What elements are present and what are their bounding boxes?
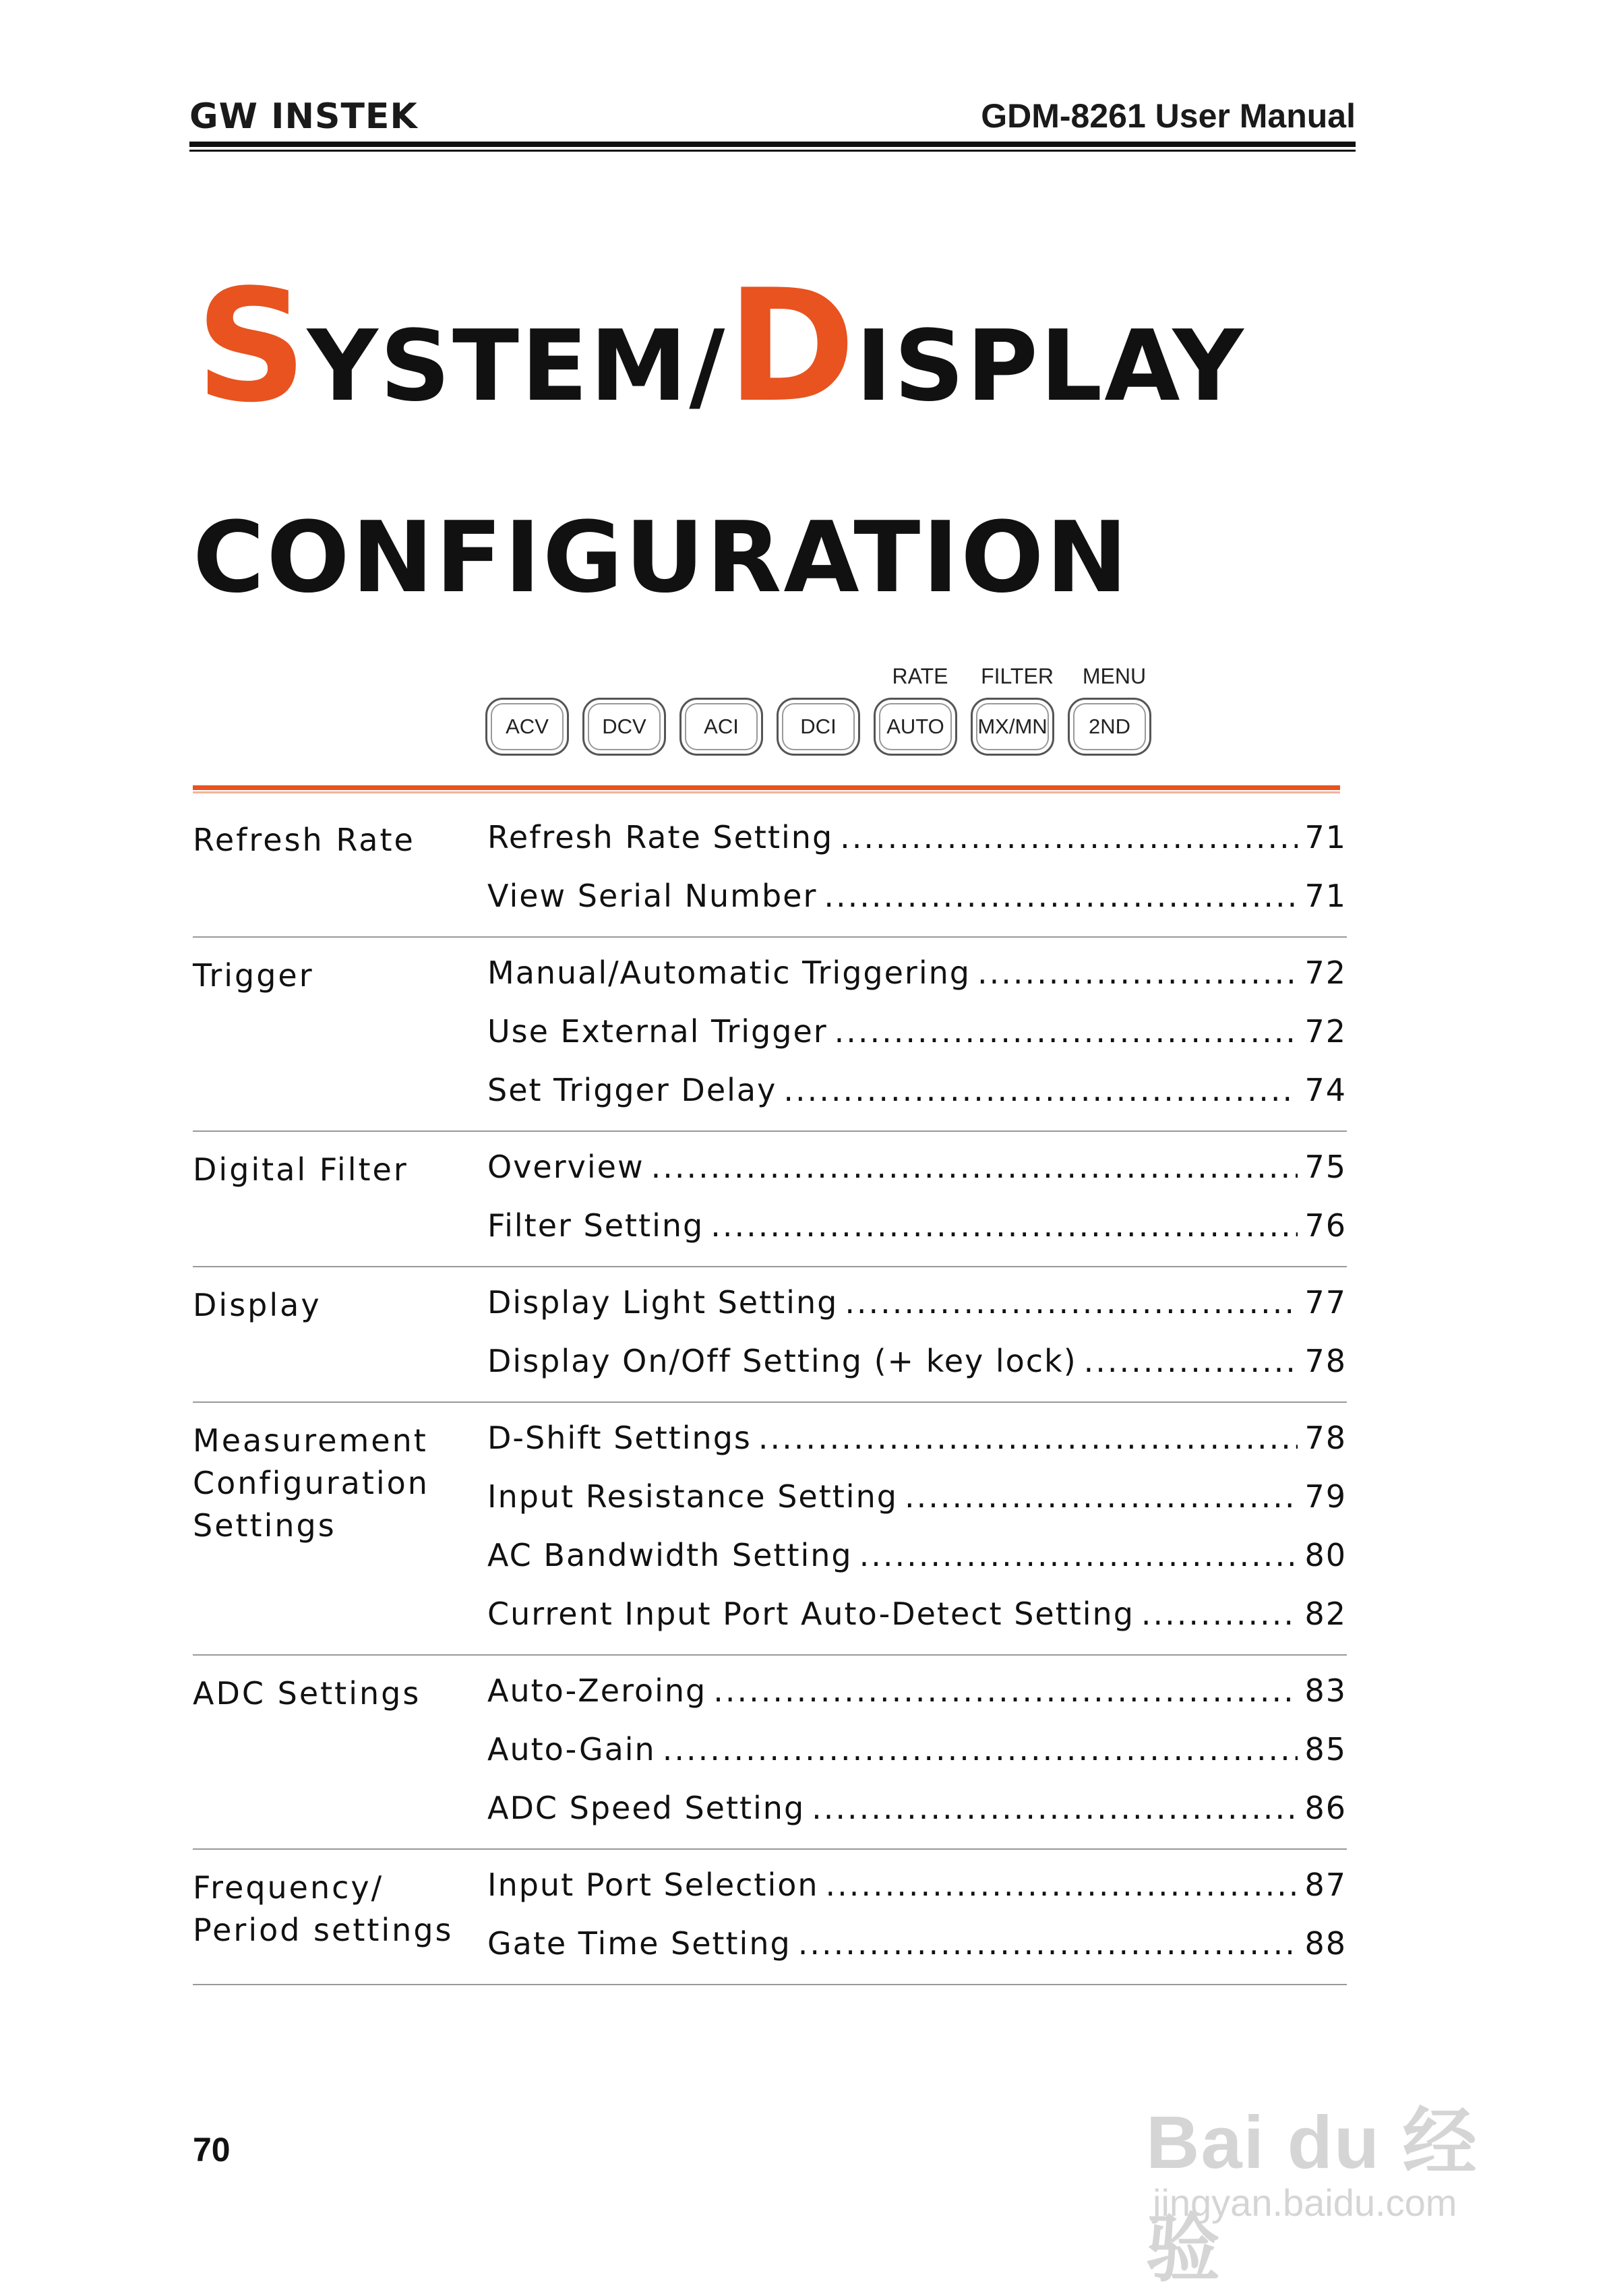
- toc-entry-title: Input Port Selection: [487, 1867, 819, 1903]
- toc-section: [193, 819, 1347, 938]
- section-divider-shadow: [193, 791, 1340, 793]
- toc-entry-title: Filter Setting: [487, 1207, 704, 1244]
- toc-section-name: Refresh Rate: [193, 822, 415, 858]
- toc-section-name: Frequency/ Period settings: [193, 1869, 454, 1948]
- toc-entry[interactable]: [487, 1790, 1347, 1848]
- toc-entry[interactable]: [487, 1867, 1347, 1925]
- toc-entry-page: 87: [1304, 1867, 1347, 1903]
- toc-entry-title: Manual/Automatic Triggering: [487, 955, 971, 991]
- toc-entry-page: 71: [1304, 878, 1347, 914]
- toc-entry[interactable]: [487, 1731, 1347, 1790]
- key-2nd: 2ND: [1068, 698, 1151, 756]
- toc-section: [193, 1867, 1347, 1985]
- watermark-url: jingyan.baidu.com: [1153, 2181, 1457, 2224]
- toc-section: [193, 1420, 1347, 1656]
- key-mx-mn: MX/MN: [971, 698, 1054, 756]
- manual-title: GDM-8261 User Manual: [981, 97, 1356, 135]
- key-dcv: DCV: [582, 698, 666, 756]
- toc-section-name: Measurement Configuration Settings: [193, 1422, 429, 1544]
- toc-section: [193, 1149, 1347, 1267]
- toc-entry-page: 78: [1304, 1343, 1347, 1379]
- toc-section: [193, 955, 1347, 1132]
- toc-entry-title: View Serial Number: [487, 878, 818, 914]
- toc-entry-title: D-Shift Settings: [487, 1420, 752, 1456]
- toc-entry[interactable]: [487, 1149, 1347, 1207]
- watermark-logo-text: Bai du 经验: [1146, 2101, 1478, 2291]
- toc-section-name: ADC Settings: [193, 1675, 421, 1712]
- toc-entry-title: Refresh Rate Setting: [487, 819, 834, 855]
- title-display: ISPLAY: [855, 309, 1246, 423]
- toc-entry[interactable]: [487, 1478, 1347, 1537]
- key-label-menu: MENU: [1082, 664, 1147, 688]
- toc-entry-page: 82: [1304, 1596, 1347, 1632]
- toc-entry-title: Auto-Gain: [487, 1731, 656, 1768]
- toc-entry[interactable]: [487, 1343, 1347, 1401]
- section-divider: [193, 785, 1340, 790]
- toc-entry-title: Input Resistance Setting: [487, 1478, 898, 1515]
- toc-entry-title: Current Input Port Auto-Detect Setting: [487, 1596, 1134, 1632]
- key-acv: ACV: [485, 698, 569, 756]
- title-initial-d: D: [727, 257, 856, 437]
- toc-entry[interactable]: [487, 1207, 1347, 1266]
- toc-entry-page: 80: [1304, 1537, 1347, 1573]
- toc-entry[interactable]: [487, 819, 1347, 878]
- toc-section-name: Trigger: [193, 957, 314, 994]
- toc-entry-page: 72: [1304, 1013, 1347, 1050]
- toc-entry-title: AC Bandwidth Setting: [487, 1537, 853, 1573]
- header-rule-thin: [189, 150, 1356, 152]
- key-dci: DCI: [777, 698, 860, 756]
- chapter-title-line1: [195, 257, 1246, 437]
- title-system: YSTEM/: [307, 309, 727, 423]
- baidu-watermark: [1146, 2063, 1523, 2291]
- toc-entry[interactable]: [487, 878, 1347, 936]
- toc-entry[interactable]: [487, 955, 1347, 1013]
- toc-entry-page: 88: [1304, 1925, 1347, 1962]
- toc-entry-title: Display On/Off Setting (+ key lock): [487, 1343, 1077, 1379]
- toc-entry-page: 74: [1304, 1072, 1347, 1108]
- toc-entry-page: 79: [1304, 1478, 1347, 1515]
- toc-entry-page: 77: [1304, 1284, 1347, 1321]
- toc-section: [193, 1284, 1347, 1403]
- header-rule: [189, 142, 1356, 147]
- toc-entry-page: 78: [1304, 1420, 1347, 1456]
- toc-entry-title: Auto-Zeroing: [487, 1672, 707, 1709]
- key-label-filter: FILTER: [981, 664, 1054, 688]
- toc-entry[interactable]: [487, 1284, 1347, 1343]
- front-panel-keys: [485, 657, 1173, 765]
- key-auto: AUTO: [874, 698, 957, 756]
- toc-entry-page: 71: [1304, 819, 1347, 855]
- toc-entry-title: Display Light Setting: [487, 1284, 839, 1321]
- brand-logo: GW INSTEK: [189, 96, 418, 137]
- toc-entry-title: Gate Time Setting: [487, 1925, 791, 1962]
- toc-entry-page: 85: [1304, 1731, 1347, 1768]
- toc-entry-page: 83: [1304, 1672, 1347, 1709]
- page-number: 70: [193, 2131, 231, 2169]
- toc-entry-page: 75: [1304, 1149, 1347, 1185]
- toc-entry[interactable]: [487, 1420, 1347, 1478]
- toc-section: [193, 1672, 1347, 1850]
- toc-entry-title: Use External Trigger: [487, 1013, 828, 1050]
- toc-entry[interactable]: [487, 1596, 1347, 1654]
- toc-entry-page: 86: [1304, 1790, 1347, 1826]
- toc-section-name: Digital Filter: [193, 1151, 408, 1188]
- title-initial-s: S: [195, 257, 307, 437]
- toc-entry-title: ADC Speed Setting: [487, 1790, 806, 1826]
- toc-entry[interactable]: [487, 1013, 1347, 1072]
- toc-entry-title: Overview: [487, 1149, 644, 1185]
- chapter-title-line2: CONFIGURATION: [193, 501, 1130, 615]
- key-aci: ACI: [679, 698, 763, 756]
- toc-entry[interactable]: [487, 1672, 1347, 1731]
- toc-entry-page: 76: [1304, 1207, 1347, 1244]
- toc-entry[interactable]: [487, 1072, 1347, 1130]
- toc-entry[interactable]: [487, 1925, 1347, 1984]
- toc-entry-title: Set Trigger Delay: [487, 1072, 777, 1108]
- key-label-rate: RATE: [892, 664, 948, 688]
- toc-section-name: Display: [193, 1287, 322, 1323]
- toc-entry[interactable]: [487, 1537, 1347, 1596]
- toc-entry-page: 72: [1304, 955, 1347, 991]
- table-of-contents: [193, 819, 1347, 1985]
